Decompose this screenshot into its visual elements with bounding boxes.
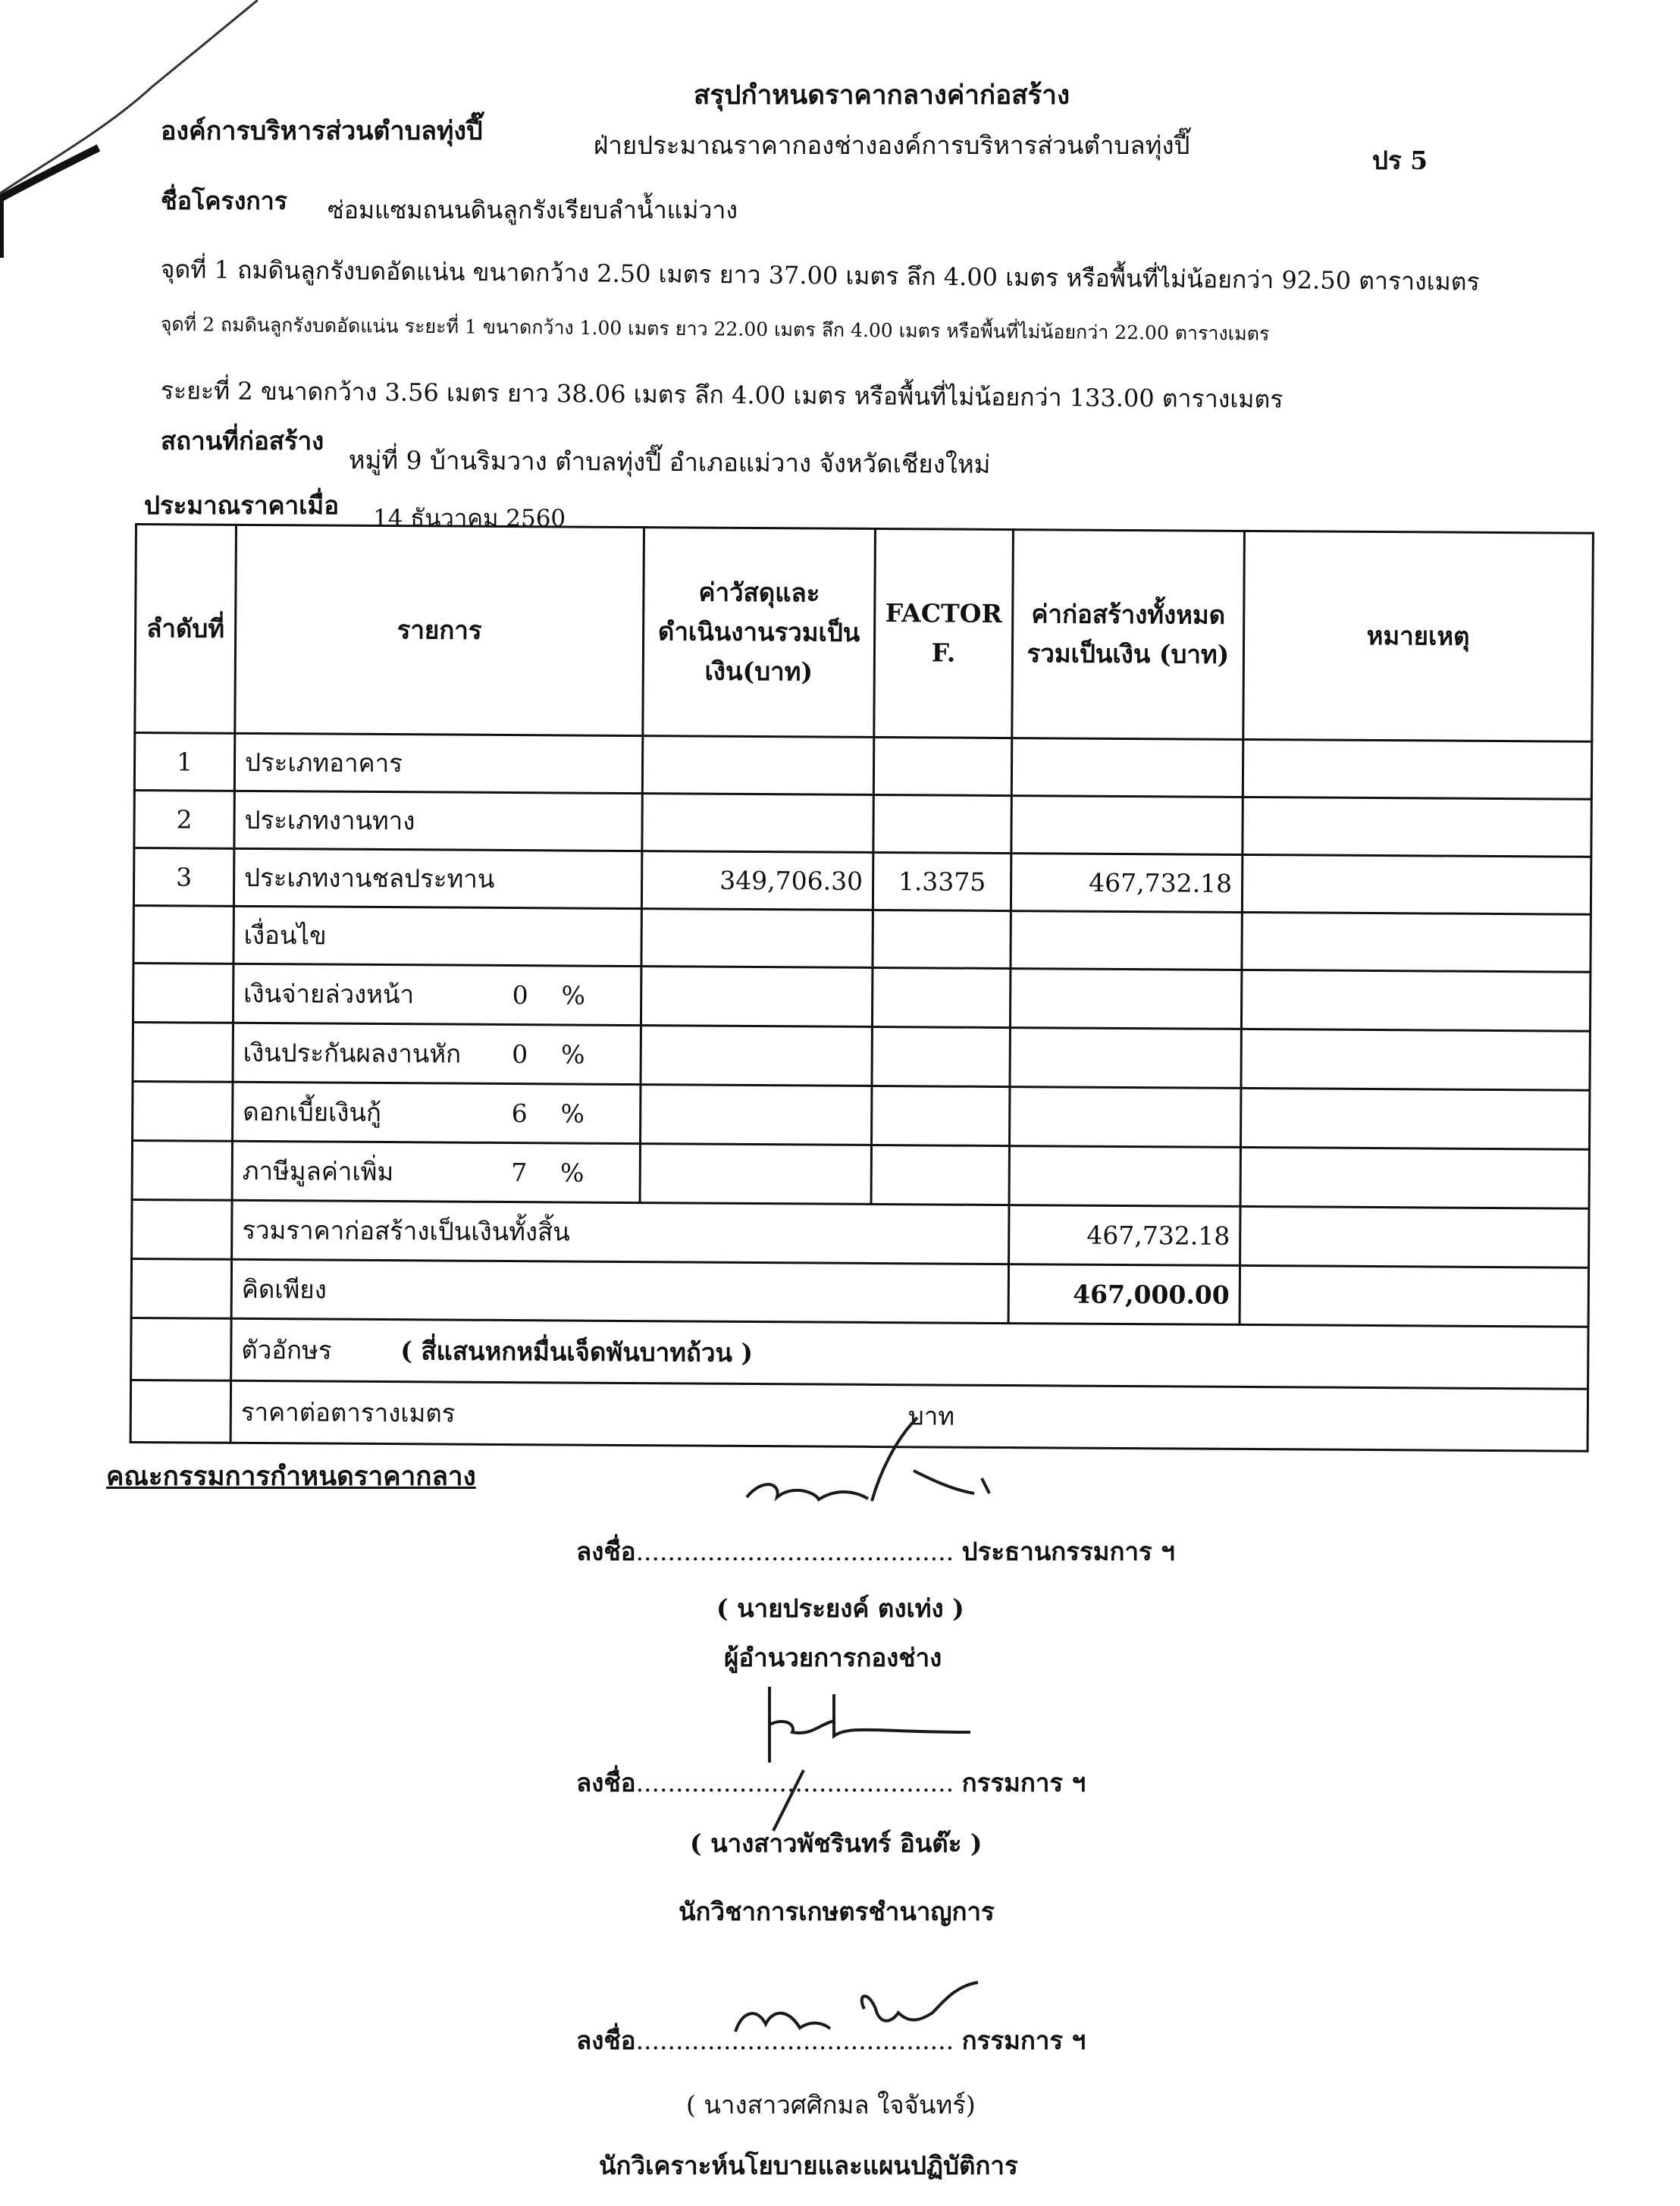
member-position: ผู้อำนวยการกองช่าง	[724, 1643, 942, 1672]
condition-cell	[232, 1141, 640, 1202]
table-row	[133, 905, 1591, 972]
condition-cell	[233, 1082, 641, 1143]
per-sqm-label: ราคาต่อตารางเมตร	[240, 1396, 456, 1428]
department-name: ฝ่ายประมาณราคากองช่างองค์การบริหารส่วนตำบลทุ่งปี๊	[594, 130, 1190, 160]
price-summary-table	[130, 523, 1594, 1452]
signature-1	[724, 1402, 1012, 1531]
row-material	[641, 909, 873, 968]
grand-total-label: รวมราคาก่อสร้างเป็นเงินทั้งสิ้น	[232, 1200, 1009, 1264]
condition-row	[133, 1081, 1590, 1149]
condition-label: เงินประกันผลงานหัก	[243, 1037, 462, 1069]
estimate-date: 14 ธันวาคม 2560	[373, 505, 566, 532]
organization-name: องค์การบริหารส่วนตำบลทุ่งปี๊	[161, 116, 483, 146]
row-remark	[1242, 912, 1591, 972]
row-item: ประเภทงานชลประทาน	[234, 848, 641, 908]
row-factor: 1.3375	[873, 852, 1011, 910]
row-factor	[873, 794, 1011, 853]
row-factor	[873, 910, 1011, 968]
col-header-factor-line1: FACTOR	[885, 598, 1002, 628]
sign-dots: ........................................	[635, 1537, 954, 1566]
condition-label: ภาษีมูลค่าเพิ่ม	[242, 1155, 394, 1187]
in-words-value: ( สี่แสนหกหมื่นเจ็ดพันบาทถ้วน )	[400, 1336, 754, 1368]
row-total	[1011, 738, 1243, 797]
member-name: ( นางสาวศศิกมล ใจจันทร์)	[686, 2090, 976, 2120]
sign-label: ลงชื่อ	[576, 1768, 636, 1797]
estimate-date-label: ประมาณราคาเมื่อ	[144, 490, 340, 520]
col-header-factor	[874, 528, 1014, 738]
row-no: 3	[133, 848, 234, 907]
in-words-cell	[231, 1318, 1588, 1389]
row-factor	[873, 737, 1011, 795]
condition-value: 7	[511, 1158, 528, 1188]
rounded-total-label: คิดเพียง	[231, 1259, 1008, 1323]
committee-title: คณะกรรมการกำหนดราคากลาง	[106, 1461, 476, 1492]
col-header-material	[643, 528, 876, 738]
condition-unit: %	[560, 1039, 585, 1070]
row-item: ประเภทงานทาง	[234, 791, 642, 851]
member-name: ( นางสาวพัชรินทร์ อินต๊ะ )	[690, 1828, 983, 1858]
in-words-label: ตัวอักษร	[241, 1334, 332, 1365]
row-total	[1011, 796, 1243, 855]
project-name: ซ่อมแซมถนนดินลูกรังเรียบลำน้ำแม่วาง	[328, 196, 738, 224]
member-name: ( นายประยงค์ ตงเท่ง )	[716, 1593, 964, 1623]
row-material	[642, 736, 873, 795]
row-remark	[1242, 854, 1591, 914]
col-header-total	[1012, 530, 1245, 740]
sign-label: ลงชื่อ	[576, 1537, 636, 1566]
row-material	[642, 794, 873, 853]
table-row	[134, 733, 1591, 800]
condition-cell	[233, 1023, 641, 1084]
row-total: 467,732.18	[1011, 854, 1242, 913]
condition-unit: %	[560, 1098, 585, 1129]
document-title: สรุปกำหนดราคากลางค่าก่อสร้าง	[694, 80, 1070, 111]
col-header-total-line1: ค่าก่อสร้างทั้งหมด	[1031, 599, 1226, 630]
rounded-total-value: 467,000.00	[1008, 1264, 1240, 1325]
project-name-label: ชื่อโครงการ	[161, 186, 287, 215]
grand-total-value: 467,732.18	[1009, 1205, 1240, 1266]
row-no: 1	[134, 733, 234, 791]
row-remark	[1243, 797, 1591, 857]
condition-label: เงินจ่ายล่วงหน้า	[243, 978, 415, 1010]
row-no: 2	[134, 791, 234, 849]
sign-line-3	[576, 2020, 1086, 2060]
col-header-item: รายการ	[235, 525, 644, 735]
condition-row	[132, 1140, 1589, 1208]
condition-row	[133, 1022, 1590, 1090]
member-role: กรรมการ ฯ	[961, 1768, 1086, 1797]
location-label: สถานที่ก่อสร้าง	[161, 426, 324, 456]
sign-line-1	[576, 1531, 1175, 1571]
project-point-1: จุดที่ 1 ถมดินลูกรังบดอัดแน่น ขนาดกว้าง 2.50 เมตร ยาว 37.00 เมตร ลึก 4.00 เมตร หรือพื้นที่ไม่น้อยกว่า 92.50 ตารางเมตร	[160, 254, 1480, 296]
project-phase-2: ระยะที่ 2 ขนาดกว้าง 3.56 เมตร ยาว 38.06 เมตร ลึก 4.00 เมตร หรือพื้นที่ไม่น้อยกว่า 133.00 ตารางเมตร	[160, 375, 1284, 414]
condition-unit: %	[559, 1158, 585, 1188]
sign-dots: ........................................	[635, 1768, 954, 1797]
condition-value: 0	[512, 1039, 528, 1070]
member-position: นักวิชาการเกษตรชำนาญการ	[679, 1897, 995, 1926]
row-total	[1011, 911, 1242, 970]
sign-dots: ........................................	[635, 2026, 954, 2055]
sign-line-2	[576, 1763, 1086, 1803]
col-header-factor-line2: F.	[931, 638, 956, 668]
in-words-row	[131, 1318, 1588, 1389]
grand-total-row	[132, 1199, 1589, 1268]
row-remark	[1243, 739, 1591, 799]
col-header-material-line3: เงิน(บาท)	[704, 656, 813, 687]
condition-value: 6	[511, 1098, 528, 1129]
row-item: ประเภทอาคาร	[234, 733, 642, 793]
member-role: ประธานกรรมการ ฯ	[961, 1537, 1175, 1566]
row-item: เงื่อนไข	[234, 906, 641, 966]
sign-label: ลงชื่อ	[576, 2026, 636, 2055]
member-role: กรรมการ ฯ	[961, 2026, 1086, 2055]
condition-value: 0	[512, 980, 528, 1011]
row-material: 349,706.30	[641, 851, 873, 910]
col-header-material-line1: ค่าวัสดุและ	[698, 577, 820, 608]
col-header-material-line2: ดำเนินงานรวมเป็น	[657, 616, 860, 647]
location-value: หมู่ที่ 9 บ้านริมวาง ตำบลทุ่งปี๊ อำเภอแม่วาง จังหวัดเชียงใหม่	[348, 444, 991, 479]
per-sqm-unit: บาท	[907, 1401, 955, 1431]
condition-row	[133, 963, 1590, 1031]
project-point-2: จุดที่ 2 ถมดินลูกรังบดอัดแน่น ระยะที่ 1 ขนาดกว้าง 1.00 เมตร ยาว 22.00 เมตร ลึก 4.00 เมตร หรือพื้นที่ไม่น้อยกว่า 22.00 ตารางเมตร	[160, 312, 1270, 345]
table-row	[133, 848, 1591, 915]
table-header-row	[135, 525, 1594, 742]
col-header-remark: หมายเหตุ	[1243, 531, 1594, 741]
row-no	[133, 905, 234, 964]
form-code: ปร 5	[1372, 146, 1428, 175]
col-header-no: ลำดับที่	[135, 525, 237, 734]
member-position: นักวิเคราะห์นโยบายและแผนปฏิบัติการ	[599, 2151, 1018, 2180]
rounded-total-row	[131, 1258, 1588, 1327]
condition-unit: %	[561, 980, 585, 1011]
table-row	[134, 791, 1591, 857]
condition-label: ดอกเบี้ยเงินกู้	[243, 1096, 382, 1127]
col-header-total-line2: รวมเป็นเงิน (บาท)	[1026, 638, 1230, 669]
signature-2	[751, 1679, 1001, 1838]
condition-cell	[233, 964, 641, 1025]
